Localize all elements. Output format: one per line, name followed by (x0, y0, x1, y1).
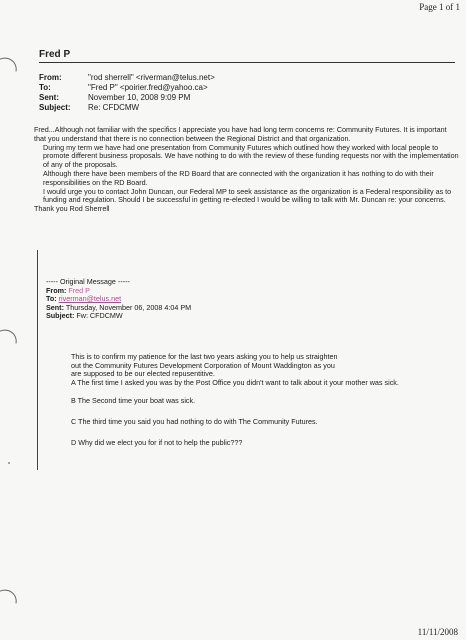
letter-point-c: C The third time you said you had nothing to do with The Community Futures. (71, 416, 318, 426)
letter-line: out the Community Futures Development Corporation of Mount Waddington as you (71, 360, 335, 370)
punch-hole-mark (0, 325, 22, 360)
header-label: Sent: (39, 93, 59, 102)
original-to-label: To: (46, 294, 57, 303)
letter-point-a: A The first time I asked you was by the Post Office you didn't want to talk about it your mother was sick. (71, 377, 399, 387)
header-label: Subject: (39, 103, 71, 112)
header-subject (39, 103, 215, 113)
original-sent-value: Thursday, November 06, 2008 4:04 PM (65, 302, 192, 312)
reply-body (34, 126, 460, 214)
original-message-quote (37, 250, 461, 470)
paper-speck (8, 462, 10, 464)
header-label: To: (39, 83, 51, 92)
page-number: Page 1 of 1 (419, 2, 460, 12)
header-label: From: (39, 73, 62, 82)
body-paragraph: Fred...Although not familiar with the specifics I appreciate you have had long term concerns re: Community Futures. It is important that you understand that there is no connection between the Regional District and that organization. (34, 125, 447, 143)
header-value: Re: CFDCMW (88, 103, 140, 112)
sender-heading: Fred P (39, 49, 71, 60)
original-subject-label: Subject: (46, 311, 75, 320)
heading-divider (39, 62, 455, 63)
letter-point-b: B The Second time your boat was sick. (71, 396, 196, 406)
email-headers (39, 73, 215, 113)
original-message-divider: ----- Original Message ----- (46, 277, 130, 286)
letter-point-d: D Why did we elect you for if not to help the public??? (71, 437, 243, 447)
punch-hole-mark (0, 53, 22, 88)
header-value: "rod sherrell" <riverman@telus.net> (88, 73, 215, 82)
header-to (39, 83, 215, 93)
original-to-email-link[interactable]: riverman@telus.net (58, 294, 122, 303)
original-subject-value: Fw: CFDCMW (76, 311, 123, 320)
original-sent-label: Sent: (46, 302, 64, 312)
header-value: November 10, 2008 9:09 PM (88, 93, 191, 102)
original-message-headers (46, 278, 191, 321)
letter-line: are supposed to be our elected repusentitive. (71, 369, 215, 379)
header-value: "Fred P" <poirier.fred@yahoo.ca> (88, 83, 208, 92)
body-paragraph: I would urge you to contact John Duncan, our Federal MP to seek assistance as the organization is a Federal responsibility as to funding and regulation. Should I be successful in getting re-elected I would be willing to talk with Mr. Duncan re: your concerns. (43, 186, 452, 205)
header-sent (39, 93, 215, 103)
body-paragraph: Although there have been members of the RD Board that are connected with the organization it has nothing to do with their responsibilities on the RD Board. (43, 168, 434, 187)
body-paragraph: During my term we have had one presentation from Community Futures which outlined how they worked with local people to promote different business proposals. We have nothing to do with the review of these funding requests nor with the implementation of any of the proposals. (43, 142, 459, 170)
header-from (39, 73, 215, 83)
original-from-value[interactable]: Fred P (68, 285, 90, 295)
punch-hole-mark (0, 585, 22, 620)
letter-line: This is to confirm my patience for the last two years asking you to help us straighten (71, 352, 338, 361)
closing-line: Thank you Rod Sherrell (34, 204, 110, 214)
forwarded-letter (71, 353, 466, 447)
print-date: 11/11/2008 (417, 627, 458, 637)
original-from-label: From: (46, 285, 67, 295)
original-subject (46, 312, 191, 321)
